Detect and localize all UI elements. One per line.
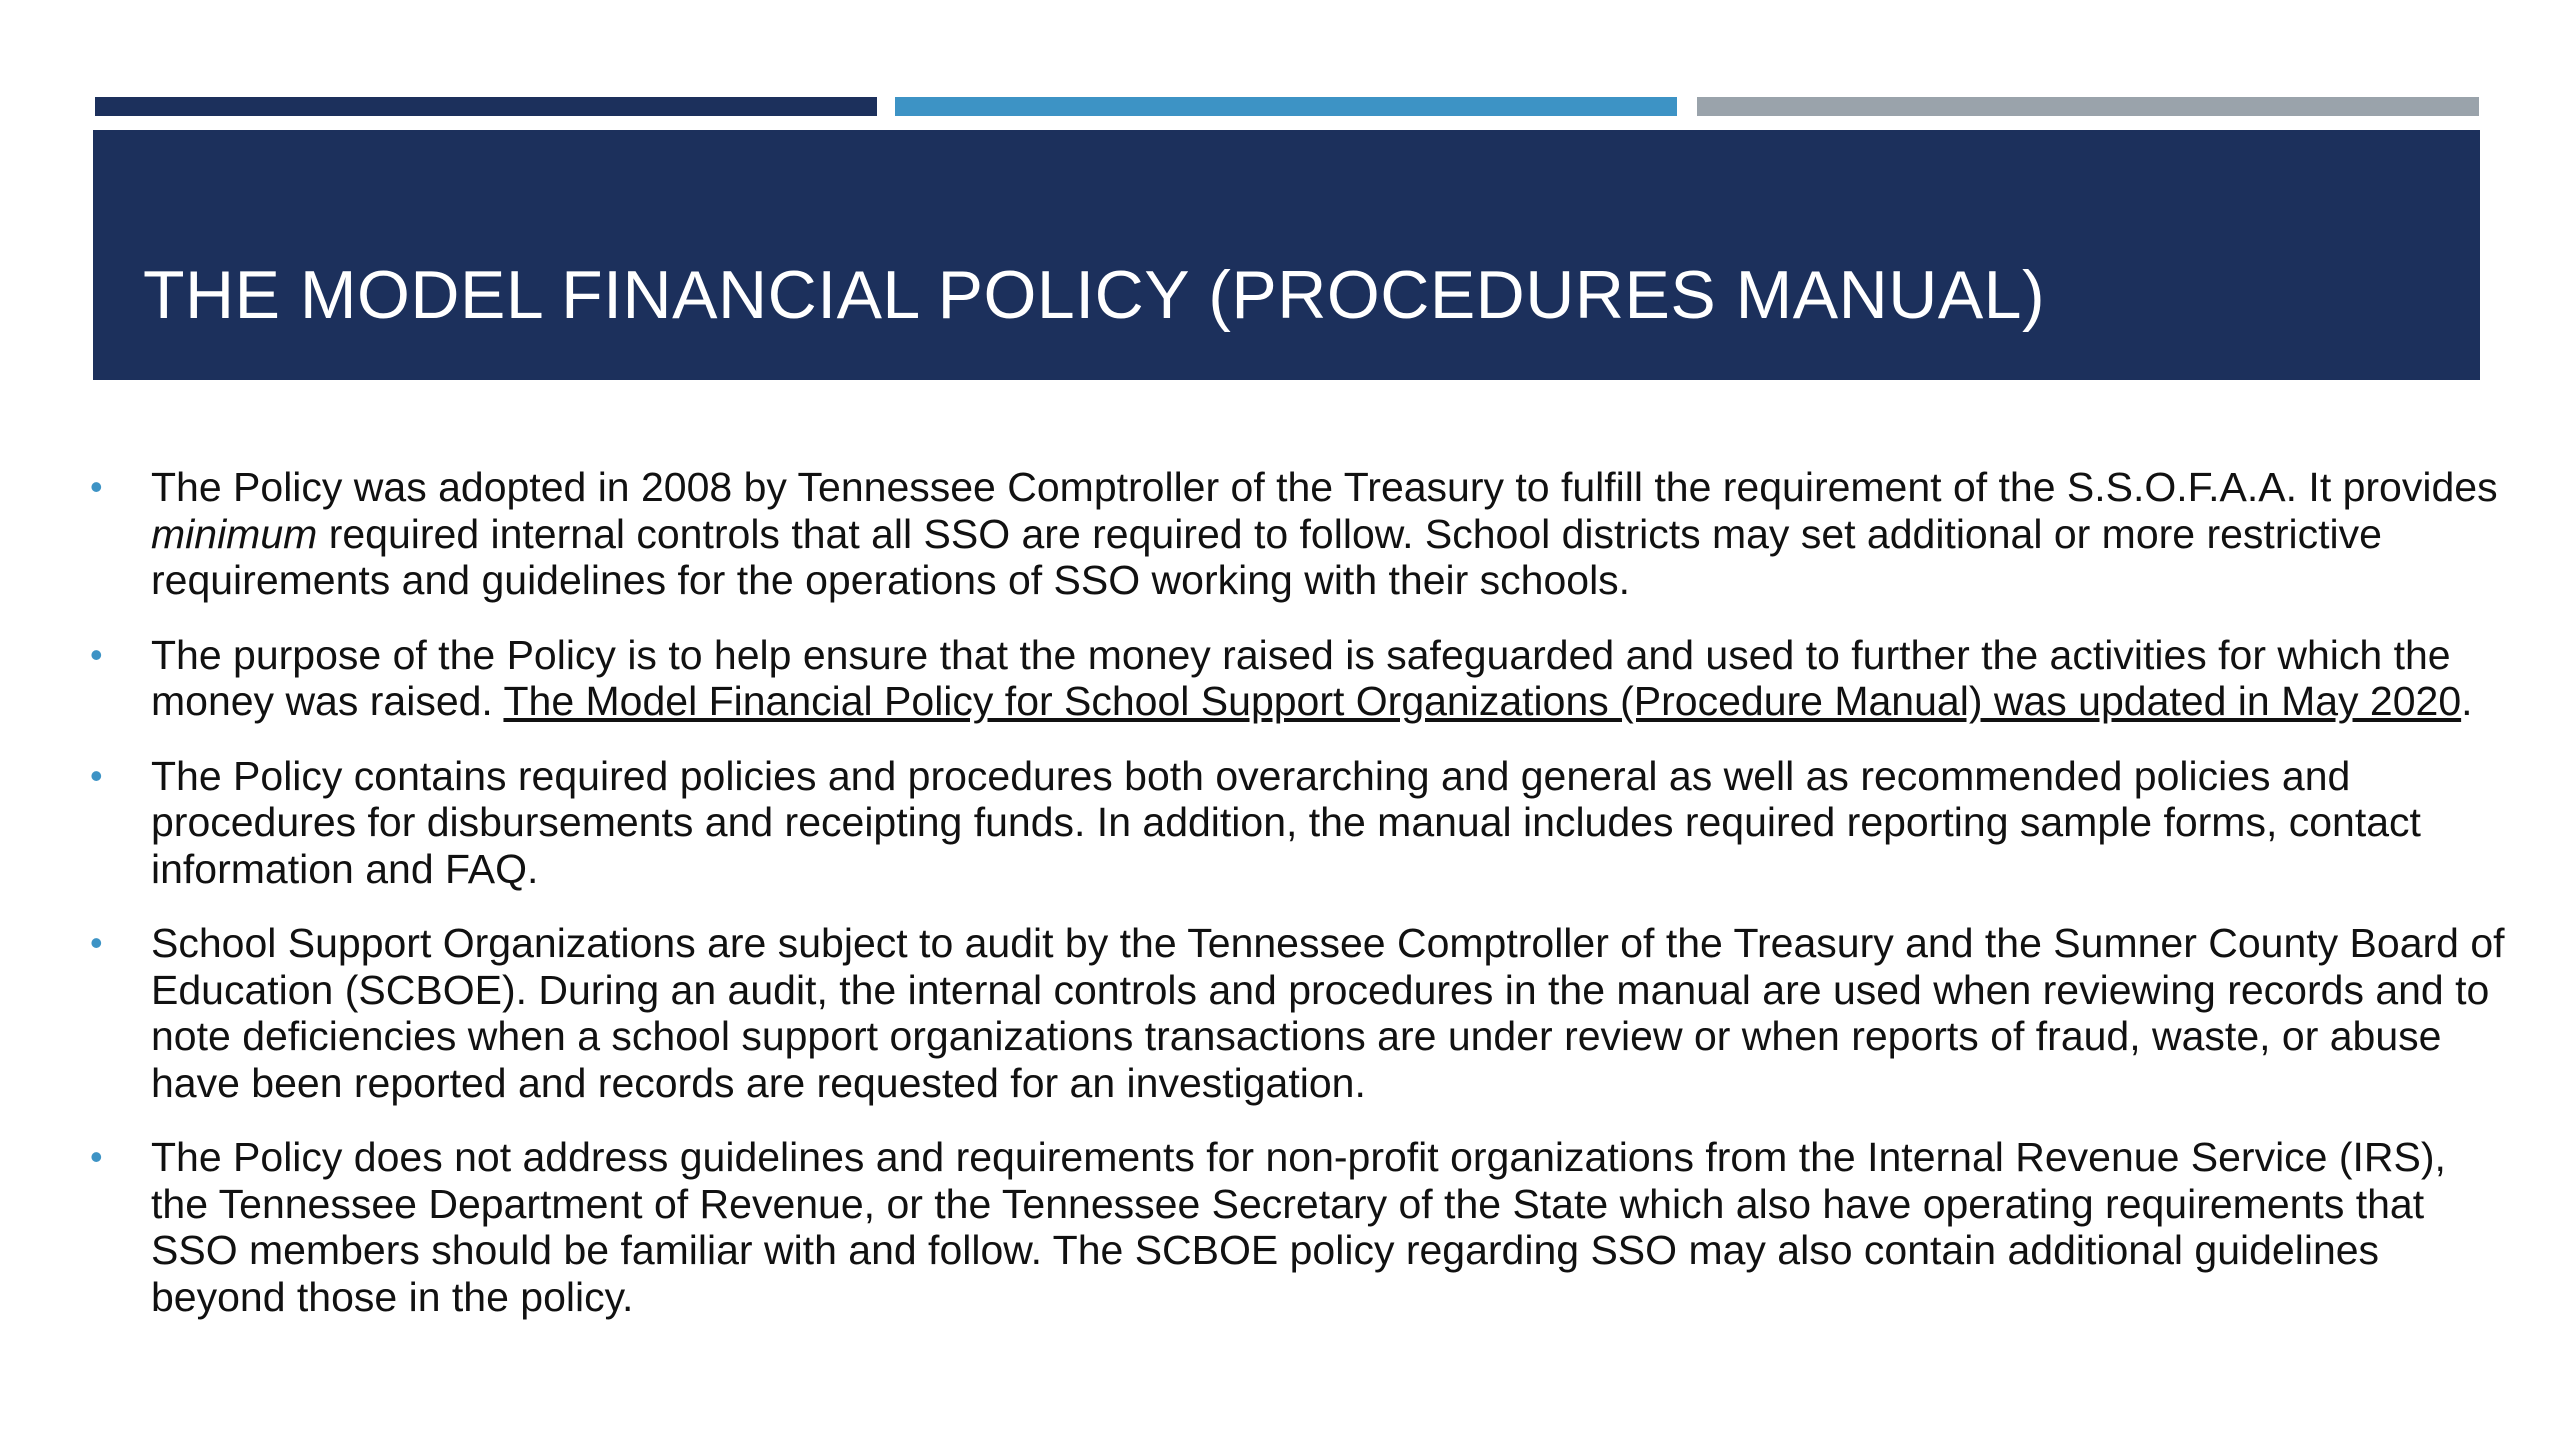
- bullet-icon: •: [90, 633, 103, 675]
- bullet-icon: •: [90, 1136, 103, 1177]
- bullet-text: The Policy was adopted in 2008 by Tennessee Comptroller of the Treasury to fulfill the requirement of the S.S.O.F.A.A. It provides: [151, 464, 2498, 510]
- bullet-item-scope: [90, 1134, 2510, 1320]
- bullet-text: School Support Organizations are subject to audit by the Tennessee Comptroller of the Treasury and the Sumner County Board of Education (SCBOE). During an audit, the internal controls and procedures in the manual are used when reviewing records and to note deficiencies when a school support organizations transactions are under review or when reports of fraud, waste, or abuse have been reported and records are requested for an investigation.: [151, 920, 2505, 1106]
- bullet-item-audit: [90, 920, 2510, 1106]
- bullet-list: [90, 464, 2510, 1348]
- bullet-text: .: [2461, 678, 2473, 724]
- manual-update-link[interactable]: The Model Financial Policy for School Support Organizations (Procedure Manual) was updated in May 2020: [503, 678, 2462, 724]
- bullet-text: The purpose of the Policy is to help ensure that the money raised is safeguarded and used to further the activities for which the money was raised.: [151, 631, 2451, 724]
- bullet-text: The Policy does not address guidelines and requirements for non-profit organizations from the Internal Revenue Service (IRS), the Tennessee Department of Revenue, or the Tennessee Secretary of the State which also have operating requirements that SSO members should be familiar with and follow. The SCBOE policy regarding SSO may also contain additional guidelines beyond those in the policy.: [151, 1134, 2446, 1320]
- bullet-text: required internal controls that all SSO are required to follow. School districts may set additional or more restrictive requirements and guidelines for the operations of SSO working with their schools.: [151, 510, 2382, 603]
- accent-bar-navy: [95, 97, 877, 116]
- accent-bar-gray: [1697, 97, 2479, 116]
- bullet-item-contents: [90, 753, 2510, 893]
- title-band: [93, 130, 2480, 380]
- bullet-icon: •: [90, 922, 103, 963]
- bullet-icon: •: [90, 466, 103, 507]
- slide-title: THE MODEL FINANCIAL POLICY (PROCEDURES MANUAL): [143, 257, 2046, 333]
- bullet-text: The Policy contains required policies and procedures both overarching and general as well as recommended policies and procedures for disbursements and receipting funds. In addition, the manual includes required reporting sample forms, contact information and FAQ.: [151, 752, 2421, 892]
- emphasis-text: minimum: [151, 510, 318, 557]
- bullet-item-adoption: [90, 464, 2510, 604]
- accent-bar-blue: [895, 97, 1677, 116]
- bullet-item-purpose: [90, 632, 2510, 725]
- bullet-icon: •: [90, 754, 103, 796]
